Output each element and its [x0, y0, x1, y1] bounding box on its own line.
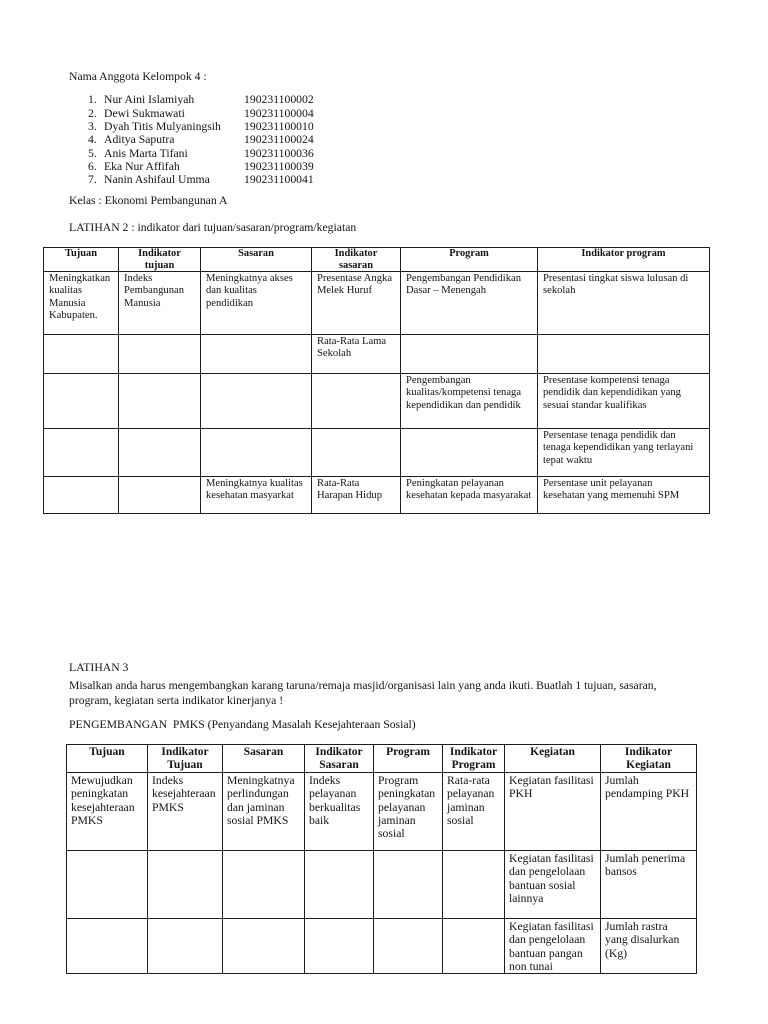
latihan2-cell-sasaran: Meningkatnya akses dan kualitas pendidikan: [201, 272, 312, 335]
latihan2-row: [44, 272, 710, 335]
latihan2-cell-indikator-program: [538, 335, 710, 374]
latihan3-cell-indikator-sasaran: Indeks pelayanan berkualitas baik: [305, 773, 374, 851]
member-nim: 190231100036: [244, 146, 314, 160]
member-nim: 190231100004: [244, 106, 314, 120]
member-row: [0, 107, 400, 120]
member-nim: 190231100010: [244, 119, 314, 133]
latihan3-table: [66, 744, 697, 974]
member-number: 6.: [88, 159, 97, 173]
latihan3-cell-program: Program peningkatan pelayanan jaminan sosial: [374, 773, 443, 851]
member-row: [0, 147, 400, 160]
latihan2-cell-indikator-program: Persentase tenaga pendidik dan tenaga kependidikan yang terlayani tepat waktu: [538, 429, 710, 477]
latihan3-header-indikator-program: Indikator Program: [443, 745, 505, 773]
member-number: 7.: [88, 173, 97, 187]
latihan2-cell-program: Pengembangan Pendidikan Dasar – Menengah: [401, 272, 538, 335]
latihan3-cell-indikator-program: [443, 919, 505, 974]
latihan3-cell-kegiatan: Kegiatan fasilitasi PKH: [505, 773, 601, 851]
latihan3-header-indikator-sasaran: Indikator Sasaran: [305, 745, 374, 773]
latihan3-cell-program: [374, 919, 443, 974]
member-row: [0, 160, 400, 173]
member-number: 1.: [88, 93, 97, 107]
latihan2-cell-sasaran: [201, 335, 312, 374]
latihan2-cell-indikator-tujuan: [119, 477, 201, 514]
latihan2-header-indikator-program: Indikator program: [538, 248, 710, 272]
latihan2-cell-program: [401, 335, 538, 374]
member-name: Eka Nur Affifah: [104, 159, 180, 173]
latihan3-cell-indikator-kegiatan: Jumlah pendamping PKH: [601, 773, 697, 851]
member-name: Dyah Titis Mulyaningsih: [104, 119, 221, 133]
latihan3-cell-indikator-tujuan: [148, 919, 223, 974]
latihan3-cell-indikator-kegiatan: Jumlah rastra yang disalurkan (Kg): [601, 919, 697, 974]
latihan2-cell-tujuan: [44, 374, 119, 429]
latihan2-cell-indikator-program: Persentase unit pelayanan kesehatan yang memenuhi SPM: [538, 477, 710, 514]
latihan3-cell-indikator-program: Rata-rata pelayanan jaminan sosial: [443, 773, 505, 851]
instruction-line: Misalkan anda harus mengembangkan karang taruna/remaja masjid/organisasi lain yang anda ikuti. Buatlah 1 tujuan, sasaran,: [69, 678, 657, 692]
latihan3-row: [67, 773, 697, 851]
member-nim: 190231100039: [244, 159, 314, 173]
member-row: [0, 120, 400, 133]
member-nim: 190231100002: [244, 93, 314, 107]
latihan3-cell-indikator-sasaran: [305, 919, 374, 974]
latihan3-header-kegiatan: Kegiatan: [505, 745, 601, 773]
latihan2-cell-program: Peningkatan pelayanan kesehatan kepada masyarakat: [401, 477, 538, 514]
latihan3-row: [67, 919, 697, 974]
latihan2-cell-indikator-tujuan: [119, 374, 201, 429]
member-name: Anis Marta Tifani: [104, 146, 188, 160]
member-list: [0, 93, 400, 186]
latihan3-cell-indikator-kegiatan: Jumlah penerima bansos: [601, 851, 697, 919]
member-name: Nur Aini Islamiyah: [104, 93, 195, 107]
latihan3-title: LATIHAN 3: [69, 661, 129, 675]
latihan2-cell-indikator-sasaran: Rata-Rata Lama Sekolah: [312, 335, 401, 374]
latihan3-header-tujuan: Tujuan: [67, 745, 148, 773]
latihan2-cell-indikator-sasaran: Presentase Angka Melek Huruf: [312, 272, 401, 335]
member-number: 4.: [88, 133, 97, 147]
latihan2-header-sasaran: Sasaran: [201, 248, 312, 272]
latihan2-cell-indikator-sasaran: [312, 429, 401, 477]
latihan2-cell-program: [401, 429, 538, 477]
member-row: [0, 133, 400, 146]
latihan2-cell-sasaran: [201, 374, 312, 429]
latihan2-cell-tujuan: [44, 335, 119, 374]
latihan3-cell-sasaran: Meningkatnya perlindungan dan jaminan sosial PMKS: [223, 773, 305, 851]
latihan2-cell-indikator-tujuan: Indeks Pembangunan Manusia: [119, 272, 201, 335]
latihan2-cell-tujuan: [44, 477, 119, 514]
latihan3-header-row: [67, 745, 697, 773]
member-row: [0, 173, 400, 186]
latihan3-header-program: Program: [374, 745, 443, 773]
member-number: 5.: [88, 146, 97, 160]
latihan3-instruction: [69, 678, 657, 708]
latihan2-row: [44, 477, 710, 514]
latihan2-row: [44, 429, 710, 477]
latihan2-header-program: Program: [401, 248, 538, 272]
latihan3-cell-kegiatan: Kegiatan fasilitasi dan pengelolaan bantuan pangan non tunai: [505, 919, 601, 974]
latihan2-header-indikator-tujuan: Indikator tujuan: [119, 248, 201, 272]
latihan3-header-indikator-tujuan: Indikator Tujuan: [148, 745, 223, 773]
latihan2-cell-indikator-sasaran: [312, 374, 401, 429]
latihan3-header-indikator-kegiatan: Indikator Kegiatan: [601, 745, 697, 773]
latihan3-cell-kegiatan: Kegiatan fasilitasi dan pengelolaan bantuan sosial lainnya: [505, 851, 601, 919]
latihan3-cell-sasaran: [223, 851, 305, 919]
latihan2-cell-tujuan: Meningkatkan kualitas Manusia Kabupaten.: [44, 272, 119, 335]
member-nim: 190231100041: [244, 173, 314, 187]
class-line: Kelas : Ekonomi Pembangunan A: [69, 194, 228, 208]
latihan3-cell-indikator-program: [443, 851, 505, 919]
member-name: Nanin Ashifaul Umma: [104, 173, 210, 187]
member-number: 2.: [88, 106, 97, 120]
latihan3-cell-tujuan: [67, 851, 148, 919]
latihan3-cell-indikator-sasaran: [305, 851, 374, 919]
latihan3-cell-sasaran: [223, 919, 305, 974]
latihan2-title: LATIHAN 2 : indikator dari tujuan/sasaran/program/kegiatan: [69, 221, 357, 235]
latihan3-cell-indikator-tujuan: [148, 851, 223, 919]
latihan3-header-sasaran: Sasaran: [223, 745, 305, 773]
member-nim: 190231100024: [244, 133, 314, 147]
latihan2-cell-indikator-sasaran: Rata-Rata Harapan Hidup: [312, 477, 401, 514]
latihan2-table: [43, 247, 710, 514]
latihan2-cell-indikator-program: Presentasi tingkat siswa lulusan di sekolah: [538, 272, 710, 335]
latihan2-cell-sasaran: [201, 429, 312, 477]
member-name: Aditya Saputra: [104, 133, 175, 147]
latihan2-cell-indikator-program: Presentase kompetensi tenaga pendidik dan kependidikan yang sesuai standar kualifikas: [538, 374, 710, 429]
latihan3-row: [67, 851, 697, 919]
instruction-line: program, kegiatan serta indikator kinerjanya !: [69, 693, 284, 707]
latihan2-row: [44, 374, 710, 429]
latihan3-cell-tujuan: [67, 919, 148, 974]
latihan2-header-indikator-sasaran: Indikator sasaran: [312, 248, 401, 272]
latihan3-cell-tujuan: Mewujudkan peningkatan kesejahteraan PMKS: [67, 773, 148, 851]
latihan2-cell-indikator-tujuan: [119, 335, 201, 374]
latihan2-cell-tujuan: [44, 429, 119, 477]
latihan2-header-row: [44, 248, 710, 272]
members-heading: Nama Anggota Kelompok 4 :: [69, 69, 207, 83]
latihan2-header-tujuan: Tujuan: [44, 248, 119, 272]
latihan3-cell-indikator-tujuan: Indeks kesejahteraan PMKS: [148, 773, 223, 851]
latihan2-cell-sasaran: Meningkatnya kualitas kesehatan masyarkat: [201, 477, 312, 514]
latihan2-cell-indikator-tujuan: [119, 429, 201, 477]
latihan2-row: [44, 335, 710, 374]
member-row: [0, 93, 400, 106]
latihan3-subtitle: PENGEMBANGAN PMKS (Penyandang Masalah Kesejahteraan Sosial): [69, 718, 416, 732]
latihan2-cell-program: Pengembangan kualitas/kompetensi tenaga kependidikan dan pendidik: [401, 374, 538, 429]
latihan3-cell-program: [374, 851, 443, 919]
member-name: Dewi Sukmawati: [104, 106, 185, 120]
member-number: 3.: [88, 119, 97, 133]
